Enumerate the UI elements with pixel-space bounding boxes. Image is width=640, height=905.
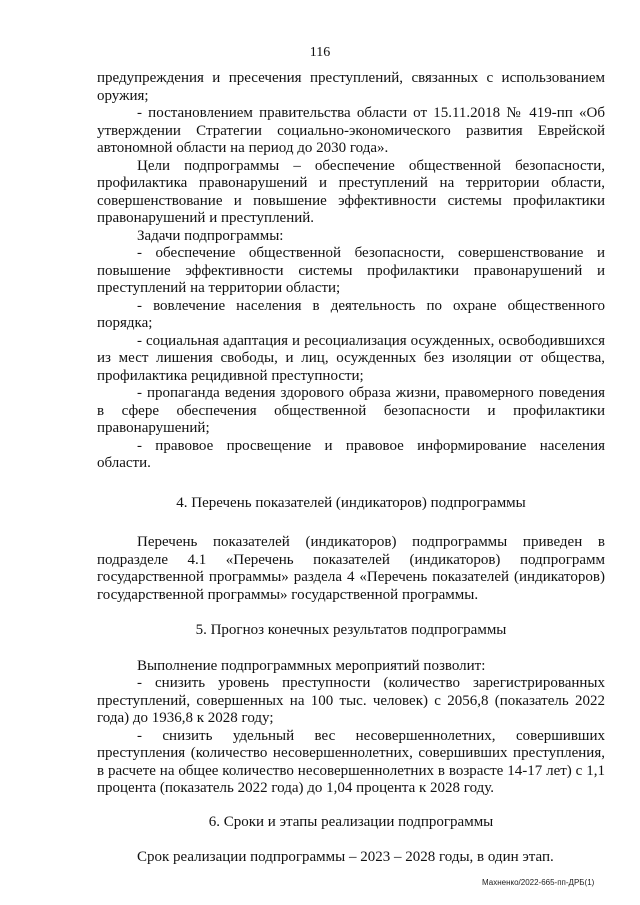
section-5-item-2: - снизить удельный вес несовершеннолетних, совершивших преступления (количество несовершеннолетних, совершивших преступления, в расчете на общее количество несовершеннолетних в возрасте 14-17 лет) с 1,1 процента (показатель 2022 года) до 1,04 процента к 2028 году. — [97, 727, 605, 796]
section-5-heading: 5. Прогноз конечных результатов подпрограммы — [195, 622, 507, 638]
task-item-1: - обеспечение общественной безопасности, совершенствование и повышение эффективности системы профилактики правонарушений и преступлений на территории области; — [97, 245, 605, 296]
section-5-intro: Выполнение подпрограммных мероприятий позволит: — [137, 657, 486, 674]
paragraph-strategy-reference: - постановлением правительства области от 15.11.2018 № 419-пп «Об утверждении Стратегии социально-экономического развития Еврейской автономной области на период до 2030 года». — [97, 105, 605, 156]
section-6-text: Срок реализации подпрограммы – 2023 – 2028 годы, в один этап. — [137, 849, 554, 865]
task-item-5: - правовое просвещение и правовое информирование населения области. — [97, 437, 605, 471]
paragraph-continuation: предупреждения и пресечения преступлений, связанных с использованием оружия; — [97, 70, 605, 104]
task-item-3: - социальная адаптация и ресоциализация осужденных, освободившихся из мест лишения свободы, и лиц, осужденных без изоляции от общества, профилактика рецидивной преступности; — [97, 332, 605, 384]
page-number: 116 — [309, 45, 331, 60]
paragraph-goals: Цели подпрограммы – обеспечение общественной безопасности, профилактика правонарушений и преступлений на территории области, совершенствование и повышение эффективности системы профилактики правонарушений и преступлений. — [97, 157, 605, 226]
task-item-4: - пропаганда ведения здорового образа жизни, правомерного поведения в сфере обеспечения общественной безопасности и профилактики правонарушений; — [97, 385, 605, 436]
document-footer-code: Махненко/2022-665-пп-ДРБ(1) — [482, 878, 595, 887]
section-4-text: Перечень показателей (индикаторов) подпрограммы приведен в подразделе 4.1 «Перечень показателей (индикаторов) подпрограмм государственной программы» раздела 4 «Перечень показателей (индикаторов) государственной программы» государственной программы. — [97, 534, 605, 603]
section-4-heading: 4. Перечень показателей (индикаторов) подпрограммы — [176, 494, 526, 511]
paragraph-tasks-heading: Задачи подпрограммы: — [137, 227, 284, 244]
section-6-heading: 6. Сроки и этапы реализации подпрограммы — [208, 813, 494, 830]
task-item-2: - вовлечение населения в деятельность по охране общественного порядка; — [97, 297, 605, 331]
document-body — [97, 70, 605, 867]
section-5-item-1: - снизить уровень преступности (количество зарегистрированных преступлений, совершенных на 100 тыс. человек) с 2056,8 (показатель 2022 года) до 1936,8 к 2028 году; — [97, 675, 605, 726]
